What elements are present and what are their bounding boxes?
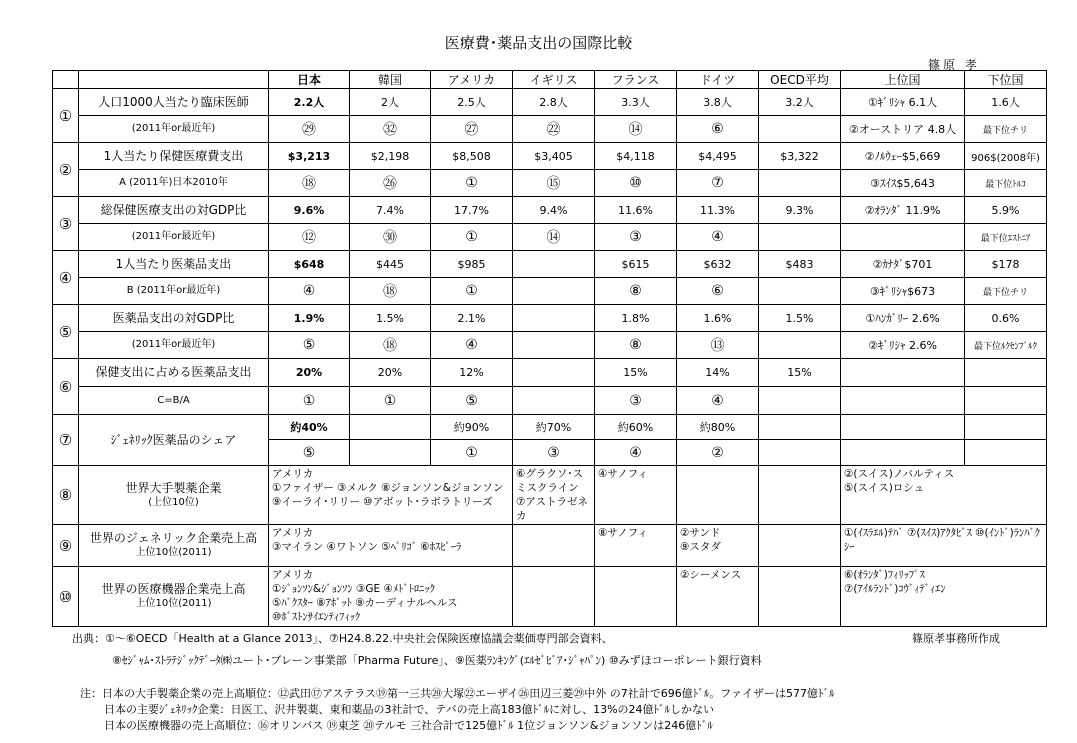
value-cell: 2人: [350, 89, 431, 116]
rank-cell: ⑥: [677, 116, 759, 143]
value-cell: $3,322: [759, 143, 841, 170]
rank-cell: [350, 440, 431, 466]
rank-cell: ⑭: [595, 116, 677, 143]
value-cell: $3,213: [269, 143, 350, 170]
value-cell: [965, 415, 1047, 440]
industry-label: [79, 567, 269, 627]
rank-cell: ④: [595, 440, 677, 466]
row-sublabel: C=B/A: [79, 387, 269, 415]
value-cell: 0.6%: [965, 305, 1047, 332]
header-bottom: 下位国: [965, 71, 1047, 89]
value-cell: 20%: [350, 359, 431, 387]
value-cell: 17.7%: [431, 197, 513, 224]
value-cell: 9.4%: [513, 197, 595, 224]
rank-cell: [759, 278, 841, 305]
japan-usa-cell: アメリカ ③マイラン ④ワトソン ⑤ﾍﾟﾘｺﾞ ⑥ﾎｽﾋﾟｰﾗ: [269, 525, 513, 567]
stat-row-top: [53, 415, 1047, 440]
rank-cell: ㉗: [431, 116, 513, 143]
value-cell: 7.4%: [350, 197, 431, 224]
value-cell: 1.6%: [677, 305, 759, 332]
stat-row-top: [53, 197, 1047, 224]
header-germany: ドイツ: [677, 71, 759, 89]
rank-cell: ⑦: [677, 170, 759, 197]
value-cell: 約60%: [595, 415, 677, 440]
stat-row-bottom: [53, 116, 1047, 143]
top-country-cell: ②(スイス)ノバルティス ⑤(スイス)ロシュ: [841, 466, 1047, 525]
stat-row-bottom: [53, 278, 1047, 305]
rank-cell: ②ｷﾞﾘｼｬ 2.6%: [841, 332, 965, 359]
japan-usa-cell: アメリカ ①ファイザー ③メルク ⑧ジョンソン&ジョンソン ⑨イーライ･リリー ⑩アボット･ラボラトリーズ: [269, 466, 513, 525]
rank-cell: ②オーストリア 4.8人: [841, 116, 965, 143]
stat-row-bottom: [53, 332, 1047, 359]
germany-cell: ②シーメンス: [677, 567, 759, 627]
rank-cell: ①: [431, 278, 513, 305]
rank-cell: ③: [513, 440, 595, 466]
value-cell: 906$(2008年): [965, 143, 1047, 170]
stat-row-top: [53, 89, 1047, 116]
value-cell: [965, 359, 1047, 387]
value-cell: $4,495: [677, 143, 759, 170]
row-number: ③: [53, 197, 79, 251]
rank-cell: 最下位ﾄﾙｺ: [965, 170, 1047, 197]
value-cell: 14%: [677, 359, 759, 387]
author-name: 篠原 孝: [928, 58, 980, 72]
rank-cell: ⑬: [677, 332, 759, 359]
value-cell: 1.8%: [595, 305, 677, 332]
industry-row: [53, 466, 1047, 525]
rank-cell: [841, 440, 965, 466]
top-country-cell: ①(ｲｽﾗｴﾙ)ﾃﾊﾞ ⑦(ｽｲｽ)ｱｸﾀﾋﾞｽ ⑩(ｲﾝﾄﾞ)ﾗﾝﾊﾞｸｼｰ: [841, 525, 1047, 567]
rank-cell: [513, 278, 595, 305]
rank-cell: ②: [677, 440, 759, 466]
industry-label-main: 世界のジェネリック企業売上高: [89, 531, 258, 545]
row-number: ④: [53, 251, 79, 305]
oecd-cell: [759, 567, 841, 627]
value-cell: ②ｵﾗﾝﾀﾞ 11.9%: [841, 197, 965, 224]
header-korea: 韓国: [350, 71, 431, 89]
value-cell: [841, 415, 965, 440]
rank-cell: [759, 332, 841, 359]
industry-label-main: 世界大手製薬企業: [125, 480, 222, 495]
row-sublabel: A (2011年)日本2010年: [79, 170, 269, 197]
value-cell: 1.6人: [965, 89, 1047, 116]
japan-usa-cell: アメリカ ①ｼﾞｮﾝｿﾝ&ｼﾞｮﾝｿﾝ ③GE ④ﾒﾄﾞﾄﾛﾆｯｸ ⑤ﾊﾞｸｽﾀｰ ⑧ｱﾎﾞｯﾄ ⑨カーディナルヘルス ⑩ﾎﾞｽﾄﾝｻｲｴﾝﾃｨﾌｨｯｸ: [269, 567, 513, 627]
header-row: [53, 71, 1047, 89]
value-cell: $3,405: [513, 143, 595, 170]
value-cell: 9.3%: [759, 197, 841, 224]
france-cell: ⑧サノフィ: [595, 525, 677, 567]
rank-cell: ㉒: [513, 116, 595, 143]
industry-label: [79, 466, 269, 525]
header-france: フランス: [595, 71, 677, 89]
value-cell: 12%: [431, 359, 513, 387]
rank-cell: ⑤: [269, 440, 350, 466]
rank-cell: [759, 170, 841, 197]
value-cell: 9.6%: [269, 197, 350, 224]
stat-row-top: [53, 305, 1047, 332]
rank-cell: [759, 440, 841, 466]
stat-row-top: [53, 251, 1047, 278]
value-cell: $483: [759, 251, 841, 278]
header-oecd: OECD平均: [759, 71, 841, 89]
oecd-cell: [759, 525, 841, 567]
value-cell: $648: [269, 251, 350, 278]
rank-cell: [965, 387, 1047, 415]
row-label: 人口1000人当たり臨床医師: [79, 89, 269, 116]
row-number: ⑥: [53, 359, 79, 415]
value-cell: 2.1%: [431, 305, 513, 332]
rank-cell: ⑧: [595, 332, 677, 359]
rank-cell: ⑥: [677, 278, 759, 305]
row-label: ｼﾞｪﾈﾘｯｸ医薬品のシェア: [79, 415, 269, 466]
value-cell: ①ﾊﾝｶﾞﾘｰ 2.6%: [841, 305, 965, 332]
value-cell: 15%: [759, 359, 841, 387]
row-number: ⑦: [53, 415, 79, 466]
industry-label-sub: (上位10位): [148, 496, 199, 508]
germany-cell: [677, 466, 759, 525]
rank-cell: ③: [595, 387, 677, 415]
value-cell: 1.5%: [759, 305, 841, 332]
value-cell: ①ｷﾞﾘｼｬ 6.1人: [841, 89, 965, 116]
rank-cell: 最下位チリ: [965, 116, 1047, 143]
rank-cell: [513, 332, 595, 359]
rank-cell: [841, 387, 965, 415]
rank-cell: ③ｽｲｽ$5,643: [841, 170, 965, 197]
rank-cell: ㉙: [269, 116, 350, 143]
value-cell: 3.2人: [759, 89, 841, 116]
value-cell: 約40%: [269, 415, 350, 440]
rank-cell: ④: [269, 278, 350, 305]
rank-cell: ④: [431, 332, 513, 359]
rank-cell: ①: [350, 387, 431, 415]
industry-label-sub: 上位10位(2011): [135, 547, 212, 558]
rank-cell: ③: [595, 224, 677, 251]
value-cell: [841, 359, 965, 387]
value-cell: 約90%: [431, 415, 513, 440]
row-sublabel: (2011年or最近年): [79, 332, 269, 359]
corner-cell: [53, 71, 79, 89]
france-cell: ④サノフィ: [595, 466, 677, 525]
uk-cell: [513, 567, 595, 627]
rank-cell: ④: [677, 387, 759, 415]
rank-cell: ⑱: [269, 170, 350, 197]
value-cell: 11.6%: [595, 197, 677, 224]
value-cell: [513, 251, 595, 278]
value-cell: 15%: [595, 359, 677, 387]
row-label: 保健支出に占める医薬品支出: [79, 359, 269, 387]
value-cell: 2.8人: [513, 89, 595, 116]
germany-cell: ②サンド ⑨スタダ: [677, 525, 759, 567]
row-number: ①: [53, 89, 79, 143]
row-sublabel: B (2011年or最近年): [79, 278, 269, 305]
rank-cell: ③ｷﾞﾘｼｬ$673: [841, 278, 965, 305]
rank-cell: ⑮: [513, 170, 595, 197]
industry-label-sub: 上位10位(2011): [135, 598, 212, 609]
value-cell: 2.2人: [269, 89, 350, 116]
value-cell: 20%: [269, 359, 350, 387]
industry-row: [53, 567, 1047, 627]
rank-cell: ⑱: [350, 332, 431, 359]
top-country-cell: ⑥(ｵﾗﾝﾀﾞ)ﾌｨﾘｯﾌﾟｽ ⑦(ｱｲﾙﾗﾝﾄﾞ)ｺｳﾞｨﾃﾞｨｴﾝ: [841, 567, 1047, 627]
rank-cell: 最下位チリ: [965, 278, 1047, 305]
value-cell: $178: [965, 251, 1047, 278]
value-cell: 2.5人: [431, 89, 513, 116]
footer-note-3: 日本の医療機器の売上高順位：⑯オリンパス ⑲東芝 ⑳テルモ 三社合計で125億ﾄﾞﾙ 1位ジョンソン&ジョンソンは246億ﾄﾞﾙ: [104, 719, 713, 732]
row-label: 1人当たり医薬品支出: [79, 251, 269, 278]
rank-cell: 最下位ﾙｸｾﾝﾌﾞﾙｸ: [965, 332, 1047, 359]
value-cell: $615: [595, 251, 677, 278]
value-cell: ②ﾉﾙｳｪｰ$5,669: [841, 143, 965, 170]
row-label: 総保健医療支出の対GDP比: [79, 197, 269, 224]
row-sublabel: (2011年or最近年): [79, 116, 269, 143]
industry-label-main: 世界の医療機器企業売上高: [101, 582, 246, 596]
header-usa: アメリカ: [431, 71, 513, 89]
rank-cell: ①: [431, 224, 513, 251]
value-cell: 3.8人: [677, 89, 759, 116]
rank-cell: ①: [431, 440, 513, 466]
value-cell: [513, 359, 595, 387]
rank-cell: ⑤: [269, 332, 350, 359]
value-cell: 1.5%: [350, 305, 431, 332]
value-cell: $632: [677, 251, 759, 278]
rank-cell: ⑭: [513, 224, 595, 251]
value-cell: 5.9%: [965, 197, 1047, 224]
industry-label: [79, 525, 269, 567]
value-cell: [513, 305, 595, 332]
value-cell: [759, 415, 841, 440]
comparison-table: [52, 70, 1047, 627]
row-number: ⑩: [53, 567, 79, 627]
stat-row-top: [53, 143, 1047, 170]
rank-cell: [965, 440, 1047, 466]
footer-made-by: 篠原孝事務所作成: [912, 632, 1000, 645]
rank-cell: ㉚: [350, 224, 431, 251]
rank-cell: ⑫: [269, 224, 350, 251]
rank-cell: [513, 387, 595, 415]
rank-cell: ⑧: [595, 278, 677, 305]
page-title: 医療費･薬品支出の国際比較: [444, 34, 633, 52]
footer-note-2: 日本の主要ｼﾞｪﾈﾘｯｸ企業：日医工、沢井製薬、東和薬品の3社計で、テバの売上高183億ﾄﾞﾙに対し、13%の24億ﾄﾞﾙしかない: [104, 703, 715, 716]
footer-note-1: 注：日本の大手製薬企業の売上高順位：⑫武田⑰アステラス⑲第一三共⑳大塚㉒エーザイ㉖田辺三菱㉙中外 の7社計で696億ﾄﾞﾙ。ファイザーは577億ﾄﾞﾙ: [80, 687, 835, 700]
value-cell: $445: [350, 251, 431, 278]
value-cell: [350, 415, 431, 440]
row-number: ②: [53, 143, 79, 197]
industry-row: [53, 525, 1047, 567]
rank-cell: ㉖: [350, 170, 431, 197]
value-cell: 約80%: [677, 415, 759, 440]
rank-cell: 最下位ｴｽﾄﾆｱ: [965, 224, 1047, 251]
value-cell: 11.3%: [677, 197, 759, 224]
oecd-cell: [759, 466, 841, 525]
rank-cell: ⑱: [350, 278, 431, 305]
row-number: ⑨: [53, 525, 79, 567]
rank-cell: ⑤: [431, 387, 513, 415]
value-cell: $985: [431, 251, 513, 278]
uk-cell: ⑥グラクソ･スミスクライン ⑦アストラゼネカ: [513, 466, 595, 525]
rank-cell: [841, 224, 965, 251]
row-label: 1人当たり保健医療費支出: [79, 143, 269, 170]
france-cell: [595, 567, 677, 627]
rank-cell: ①: [269, 387, 350, 415]
stat-row-bottom: [53, 224, 1047, 251]
value-cell: $4,118: [595, 143, 677, 170]
value-cell: $8,508: [431, 143, 513, 170]
uk-cell: [513, 525, 595, 567]
rank-cell: ④: [677, 224, 759, 251]
header-uk: イギリス: [513, 71, 595, 89]
rank-cell: ①: [431, 170, 513, 197]
value-cell: 3.3人: [595, 89, 677, 116]
stat-row-bottom: [53, 170, 1047, 197]
footer-source-2: ⑧ｾｼﾞｬﾑ･ｽﾄﾗﾃｼﾞｯｸﾃﾞｰﾀ㈱ユート･ブレーン事業部「Pharma Future」、⑨医薬ﾗﾝｷﾝｸﾞ(ｴﾙｾﾞﾋﾞｱ･ｼﾞｬﾊﾟﾝ) ⑩みずほコーポレート銀行資料: [112, 654, 762, 667]
value-cell: $2,198: [350, 143, 431, 170]
stat-row-top: [53, 359, 1047, 387]
row-label: 医薬品支出の対GDP比: [79, 305, 269, 332]
value-cell: 1.9%: [269, 305, 350, 332]
row-number: ⑧: [53, 466, 79, 525]
stat-row-bottom: [53, 387, 1047, 415]
row-number: ⑤: [53, 305, 79, 359]
header-top: 上位国: [841, 71, 965, 89]
rank-cell: [759, 224, 841, 251]
header-japan: 日本: [269, 71, 350, 89]
footer-source-1: 出典：①～⑥OECD「Health at a Glance 2013」、⑦H24.8.22.中央社会保険医療協議会薬価専門部会資料、: [72, 632, 613, 645]
rank-cell: ㉜: [350, 116, 431, 143]
value-cell: ②ｶﾅﾀﾞ$701: [841, 251, 965, 278]
row-sublabel: (2011年or最近年): [79, 224, 269, 251]
value-cell: 約70%: [513, 415, 595, 440]
rank-cell: [759, 116, 841, 143]
rank-cell: ⑩: [595, 170, 677, 197]
header-label-cell: [79, 71, 269, 89]
rank-cell: [759, 387, 841, 415]
